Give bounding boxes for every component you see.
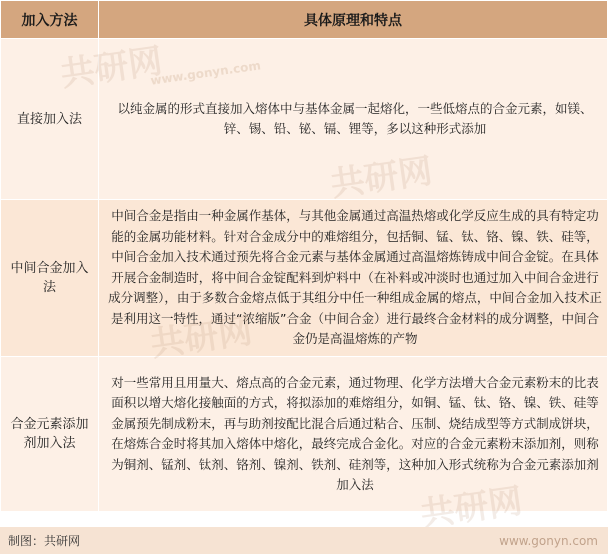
footer-bar <box>0 527 608 554</box>
footer-url: www.gonyn.com <box>499 534 598 548</box>
description-cell: 对一些常用且用量大、熔点高的合金元素，通过物理、化学方法增大合金元素粉末的比表面积以增大熔化接触面的方式，将拟添加的难熔组分，如铜、锰、钛、铬、镍、铁、硅等金属预先制成粉末，再与助剂按配比混合后通过粘合、压制、烧结成型等方式制成饼块，在熔炼合金时将其加入熔体中熔化，最终完成合金化。对应的合金元素粉末添加剂，则称为铜剂、锰剂、钛剂、铬剂、镍剂、铁剂、硅剂等，这种加入形式统称为合金元素添加剂加入法 <box>99 357 608 512</box>
description-cell: 中间合金是指由一种金属作基体，与其他金属通过高温热熔或化学反应生成的具有特定功能的金属功能材料。针对合金成分中的难熔组分，包括铜、锰、钛、铬、镍、铁、硅等，中间合金加入技术通过预先将合金元素与基体金属通过高温熔炼铸成中间合金锭。在具体开展合金制造时，将中间合金锭配料到炉料中（在补料或冲淡时也通过加入中间合金进行成分调整），由于多数合金熔点低于其组分中任一种组成金属的熔点，中间合金加入技术正是利用这一特性，通过“浓缩版”合金（中间合金）进行最终合金材料的成分调整，中间合金仍是高温熔炼的产物 <box>99 200 608 357</box>
watermark-url: www.gonyn.com <box>149 58 262 88</box>
method-cell: 合金元素添加剂加入法 <box>1 357 99 512</box>
description-cell: 以纯金属的形式直接加入熔体中与基体金属一起熔化，一些低熔点的合金元素，如镁、锌、锡、铅、铋、镉、锂等，多以这种形式添加 <box>99 39 608 200</box>
header-principle: 具体原理和特点 <box>99 1 608 39</box>
table-header-row <box>1 1 608 39</box>
method-cell: 直接加入法 <box>1 39 99 200</box>
table-row <box>1 200 608 357</box>
header-method: 加入方法 <box>1 1 99 39</box>
table-row <box>1 39 608 200</box>
table-row <box>1 357 608 512</box>
method-cell: 中间合金加入法 <box>1 200 99 357</box>
footer-credit: 制图：共研网 <box>8 534 81 548</box>
